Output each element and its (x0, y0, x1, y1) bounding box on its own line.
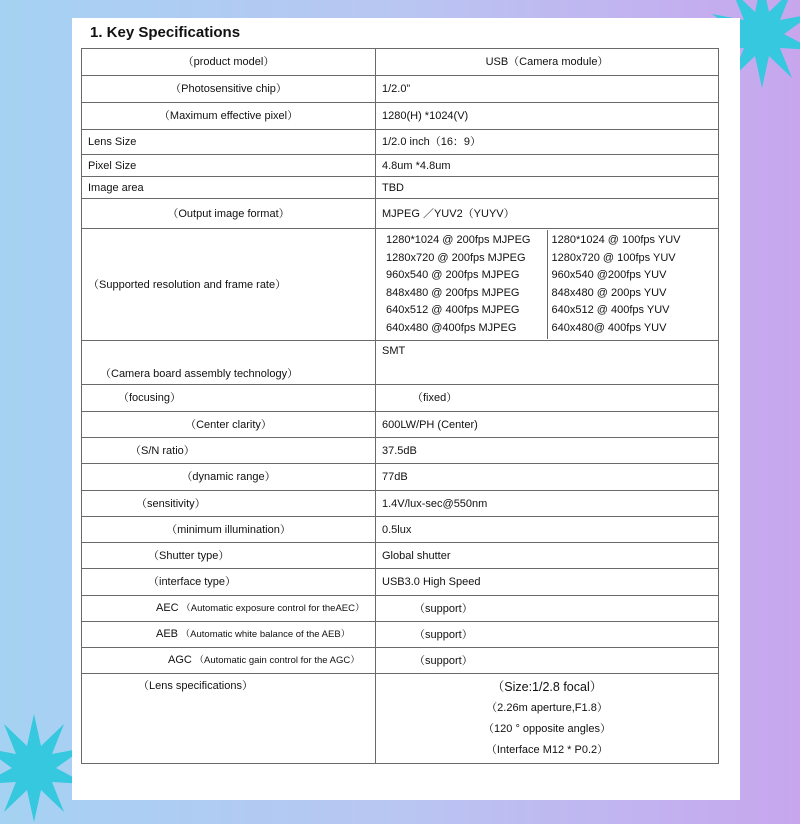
control-abbr: AGC (168, 654, 192, 666)
resolution-item: 1280*1024 @ 100fps YUV (551, 234, 681, 246)
spec-value: Global shutter (376, 543, 719, 569)
lens-spec-line: （2.26m aperture,F1.8） (486, 701, 608, 714)
spec-value: 1.4V/lux-sec@550nm (376, 491, 719, 517)
spec-sheet (72, 18, 740, 800)
table-row-resolution (82, 229, 719, 341)
resolution-grid (382, 230, 712, 339)
table-row (82, 543, 719, 569)
spec-label: （Shutter type） (82, 543, 376, 569)
spec-label (82, 648, 376, 674)
resolution-item: 1280*1024 @ 200fps MJPEG (386, 234, 531, 246)
table-row (82, 385, 719, 412)
spec-label: Image area (82, 177, 376, 199)
spec-label: （Maximum effective pixel） (82, 103, 376, 130)
spec-value: TBD (376, 177, 719, 199)
section-title: 1. Key Specifications (90, 24, 241, 41)
spec-label (82, 622, 376, 648)
resolution-item: 1280x720 @ 200fps MJPEG (386, 251, 526, 264)
spec-label: （dynamic range） (82, 464, 376, 491)
lens-specs-list (382, 675, 712, 763)
table-row (82, 155, 719, 177)
control-abbr: AEC (156, 602, 179, 614)
spec-value: MJPEG ／YUV2（YUYV） (376, 199, 719, 229)
spec-label-text: Lens specifications (149, 680, 242, 692)
resolution-mjpeg-column (382, 230, 547, 339)
spec-value: USB（Camera module） (376, 49, 719, 76)
resolution-item: 640x512 @ 400fps MJPEG (386, 304, 520, 316)
lens-spec-line: （Interface M12 * P0.2） (485, 743, 609, 756)
table-row (82, 491, 719, 517)
spec-value: 1/2.0” (376, 76, 719, 103)
table-row (82, 464, 719, 491)
lens-spec-line: （120 ° opposite angles） (483, 722, 611, 735)
resolution-item: 960x540 @200fps YUV (551, 269, 667, 281)
resolution-yuv-column (547, 230, 713, 339)
spec-value: （fixed） (376, 385, 719, 412)
control-desc: （Automatic exposure control for theAEC） (181, 603, 365, 614)
lens-specs-cell (376, 674, 719, 764)
spec-value: 600LW/PH (Center) (376, 412, 719, 438)
table-row (82, 130, 719, 155)
lens-spec-line: （Size:1/2.8 focal） (491, 679, 603, 694)
resolution-item: 848x480 @ 200ps YUV (551, 286, 667, 299)
spec-label: （focusing） (82, 385, 376, 412)
control-abbr: AEB (156, 628, 179, 640)
spec-label: （interface type） (82, 569, 376, 596)
resolution-item: 1280x720 @ 100fps YUV (551, 251, 676, 264)
spec-label: （product model） (82, 49, 376, 76)
table-row (82, 517, 719, 543)
spec-value: （support） (376, 622, 719, 648)
spec-value: 1/2.0 inch（16：9） (376, 130, 719, 155)
spec-label: （Photosensitive chip） (82, 76, 376, 103)
spec-value: 37.5dB (376, 438, 719, 464)
spec-value: （support） (376, 596, 719, 622)
spec-label: Lens Size (82, 130, 376, 155)
spec-value: 4.8um *4.8um (376, 155, 719, 177)
spec-label: （Center clarity） (82, 412, 376, 438)
table-row (82, 199, 719, 229)
resolution-item: 640x512 @ 400fps YUV (551, 304, 670, 316)
table-row (82, 569, 719, 596)
table-row (82, 103, 719, 130)
table-row (82, 341, 719, 385)
table-row (82, 49, 719, 76)
resolution-item: 848x480 @ 200fps MJPEG (386, 286, 520, 299)
spec-label: （Supported resolution and frame rate） (82, 229, 376, 341)
table-row (82, 596, 719, 622)
table-row (82, 412, 719, 438)
table-row-lens (82, 674, 719, 764)
spec-label: （Lens specifications） (82, 674, 376, 764)
spec-value: （support） (376, 648, 719, 674)
spec-label: Pixel Size (82, 155, 376, 177)
resolution-cell (376, 229, 719, 341)
spec-label: （Output image format） (82, 199, 376, 229)
spec-label: （S/N ratio） (82, 438, 376, 464)
spec-label: （minimum illumination） (82, 517, 376, 543)
table-row (82, 438, 719, 464)
table-row (82, 177, 719, 199)
spec-value: 77dB (376, 464, 719, 491)
resolution-item: 640x480@ 400fps YUV (551, 321, 667, 334)
spec-label: （sensitivity） (82, 491, 376, 517)
table-row (82, 622, 719, 648)
spec-table (81, 48, 719, 764)
resolution-item: 960x540 @ 200fps MJPEG (386, 269, 520, 281)
control-desc: （Automatic gain control for the AGC） (194, 655, 360, 666)
resolution-item: 640x480 @400fps MJPEG (386, 321, 517, 334)
spec-label-text: Camera board assembly technology (111, 368, 288, 380)
spec-value: 1280(H) *1024(V) (376, 103, 719, 130)
control-desc: （Automatic white balance of the AEB） (180, 629, 351, 640)
spec-label: （Camera board assembly technology） (82, 341, 376, 385)
spec-value: USB3.0 High Speed (376, 569, 719, 596)
spec-label (82, 596, 376, 622)
spec-value: SMT (376, 341, 719, 385)
spec-value: 0.5lux (376, 517, 719, 543)
table-row (82, 648, 719, 674)
table-row (82, 76, 719, 103)
